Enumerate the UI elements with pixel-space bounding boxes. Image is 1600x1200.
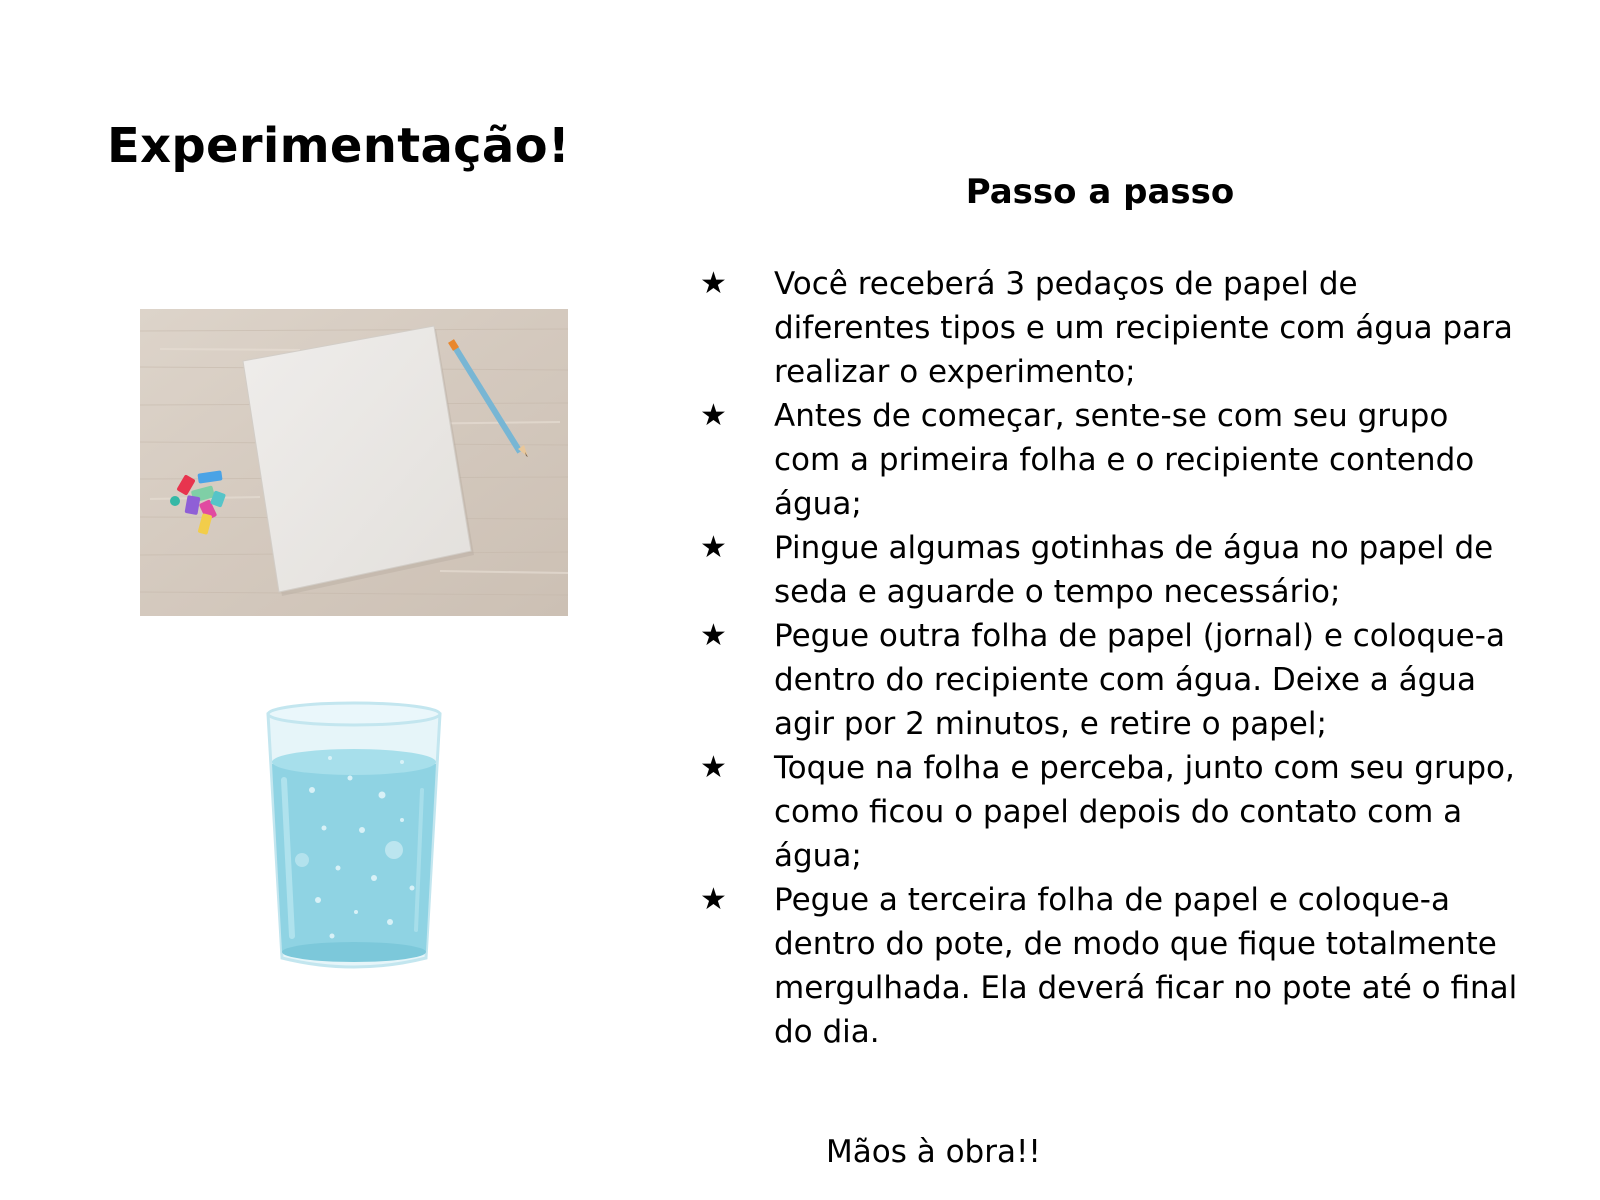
- list-item: ★ Pegue a terceira folha de papel e coloque-a dentro do pote, de modo que fique totalmente mergulhada. Ela deverá ficar no pote até o final do dia.: [700, 878, 1520, 1054]
- list-item: ★ Pingue algumas gotinhas de água no papel de seda e aguarde o tempo necessário;: [700, 526, 1520, 614]
- star-icon: ★: [700, 882, 727, 917]
- star-icon: ★: [700, 530, 727, 565]
- list-item: ★ Toque na folha e perceba, junto com seu grupo, como ficou o papel depois do contato com a água;: [700, 746, 1520, 878]
- steps-list: [700, 262, 1520, 1054]
- star-icon: ★: [700, 750, 727, 785]
- paper-on-table-image: [140, 309, 568, 616]
- star-icon: ★: [700, 398, 727, 433]
- star-icon: ★: [700, 618, 727, 653]
- closing-text: Mãos à obra!!: [826, 1134, 1041, 1170]
- steps-heading: Passo a passo: [965, 172, 1235, 212]
- list-item: ★ Antes de começar, sente-se com seu grupo com a primeira folha e o recipiente contendo água;: [700, 394, 1520, 526]
- star-icon: ★: [700, 266, 727, 301]
- list-item: ★ Pegue outra folha de papel (jornal) e coloque-a dentro do recipiente com água. Deixe a água agir por 2 minutos, e retire o papel;: [700, 614, 1520, 746]
- list-item: ★ Você receberá 3 pedaços de papel de diferentes tipos e um recipiente com água para realizar o experimento;: [700, 262, 1520, 394]
- page-title: Experimentação!: [107, 118, 571, 174]
- water-glass-image: [262, 700, 446, 972]
